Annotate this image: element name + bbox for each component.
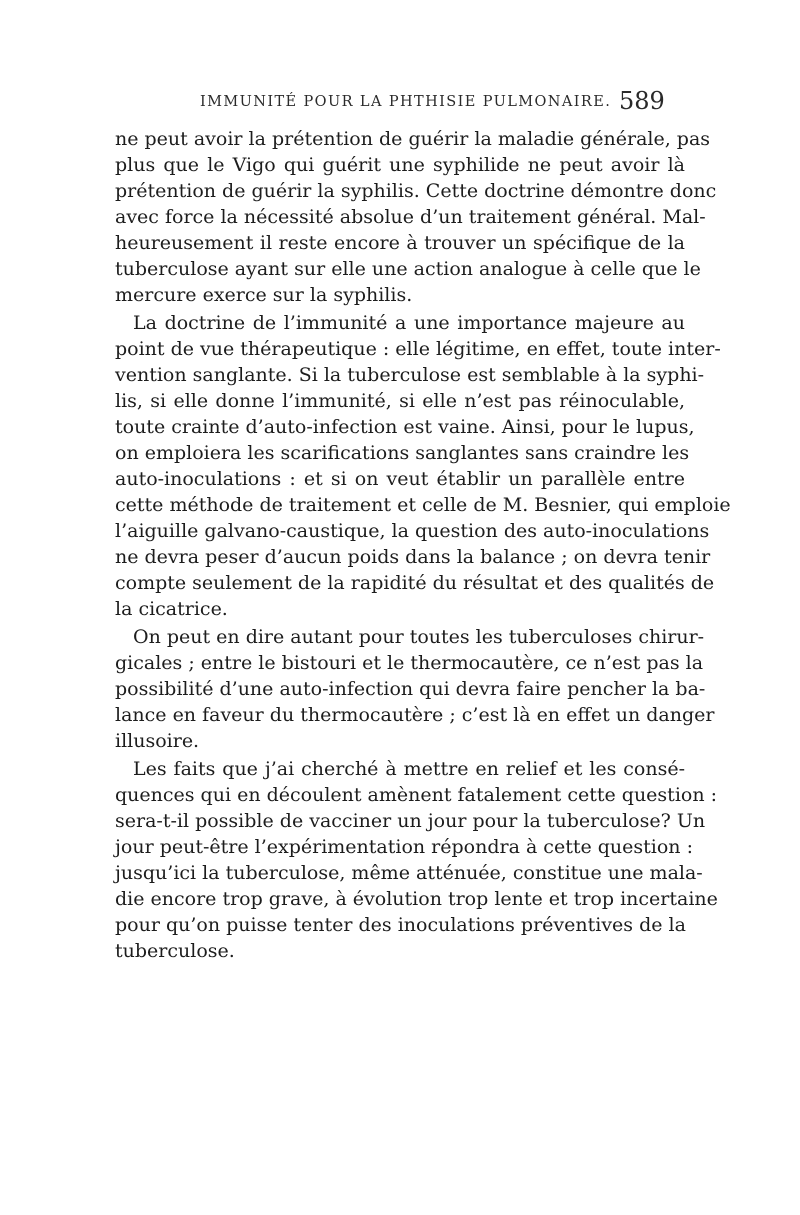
text-line: l’aiguille galvano-caustique, la question des auto-inoculations — [115, 520, 710, 542]
text-line: quences qui en découlent amènent fatalement cette question : — [115, 784, 718, 806]
paragraph-4 — [115, 756, 718, 964]
text-line: On peut en dire autant pour toutes les tuberculoses chirur- — [133, 626, 705, 648]
text-line: cette méthode de traitement et celle de M. Besnier, qui emploie — [115, 494, 731, 516]
text-line: die encore trop grave, à évolution trop lente et trop incertaine — [115, 888, 718, 910]
text-line: toute crainte d’auto-infection est vaine. Ainsi, pour le lupus, — [115, 416, 695, 438]
text-line: auto-inoculations : et si on veut établir un parallèle entre — [115, 468, 685, 490]
text-line: Les faits que j’ai cherché à mettre en relief et les consé- — [133, 758, 685, 780]
text-line: compte seulement de la rapidité du résultat et des qualités de — [115, 572, 715, 594]
paragraph-3 — [115, 624, 715, 754]
text-line: La doctrine de l’immunité a une importance majeure au — [133, 312, 685, 334]
text-line: prétention de guérir la syphilis. Cette doctrine démontre donc — [115, 180, 717, 202]
text-line: lance en faveur du thermocautère ; c’est là en effet un danger — [115, 704, 715, 726]
text-line: possibilité d’une auto-infection qui devra faire pencher la ba- — [115, 678, 706, 700]
text-line: heureusement il reste encore à trouver un spécifique de la — [115, 232, 685, 254]
page-number: 589 — [619, 87, 665, 115]
text-line: vention sanglante. Si la tuberculose est semblable à la syphi- — [115, 364, 705, 386]
text-line: jour peut-être l’expérimentation répondra à cette question : — [115, 836, 693, 858]
text-line: ne devra peser d’aucun poids dans la balance ; on devra tenir — [115, 546, 711, 568]
running-title: IMMUNITÉ POUR LA PHTHISIE PULMONAIRE. — [200, 94, 612, 110]
text-line: tuberculose. — [115, 940, 235, 962]
text-line: avec force la nécessité absolue d’un traitement général. Mal- — [115, 206, 706, 228]
text-line: ne peut avoir la prétention de guérir la maladie générale, pas — [115, 128, 711, 150]
text-line: pour qu’on puisse tenter des inoculations préventives de la — [115, 914, 686, 936]
text-line: sera-t-il possible de vacciner un jour pour la tuberculose? Un — [115, 810, 706, 832]
text-line: gicales ; entre le bistouri et le thermocautère, ce n’est pas la — [115, 652, 704, 674]
text-line: plus que le Vigo qui guérit une syphilide ne peut avoir là — [115, 154, 685, 176]
paragraph-1 — [115, 126, 717, 308]
text-line: tuberculose ayant sur elle une action analogue à celle que le — [115, 258, 701, 280]
text-line: illusoire. — [115, 730, 200, 752]
text-line: lis, si elle donne l’immunité, si elle n’est pas réinoculable, — [115, 390, 685, 412]
text-line: point de vue thérapeutique : elle légitime, en effet, toute inter- — [115, 338, 721, 360]
text-line: jusqu’ici la tuberculose, même atténuée, constitue une mala- — [115, 862, 703, 884]
text-line: la cicatrice. — [115, 598, 228, 620]
paragraph-2 — [115, 310, 731, 622]
body-text — [115, 126, 731, 964]
text-line: on emploiera les scarifications sanglantes sans craindre les — [115, 442, 690, 464]
text-line: mercure exerce sur la syphilis. — [115, 284, 413, 306]
